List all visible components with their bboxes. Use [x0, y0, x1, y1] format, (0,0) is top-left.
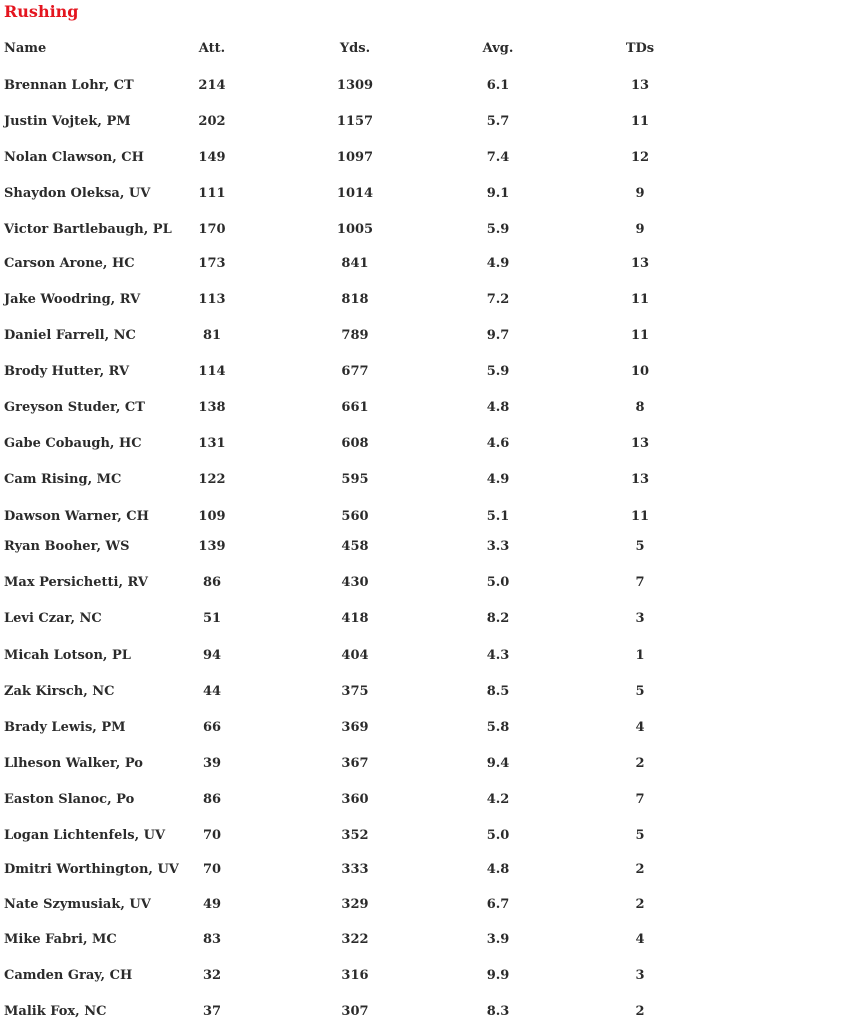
table-row [0, 507, 859, 527]
cell-tds: 8 [635, 400, 645, 415]
cell-tds: 4 [635, 932, 645, 947]
header-name: Name [4, 41, 47, 56]
table-row [0, 362, 859, 382]
cell-att: 138 [198, 400, 226, 415]
cell-tds: 1 [635, 648, 645, 663]
table-row [0, 326, 859, 346]
cell-name: Malik Fox, NC [4, 1004, 107, 1019]
cell-tds: 3 [635, 611, 645, 626]
table-row [0, 112, 859, 132]
cell-avg: 6.1 [486, 78, 510, 93]
cell-tds: 12 [630, 150, 650, 165]
cell-yds: 316 [341, 968, 369, 983]
cell-yds: 1309 [336, 78, 374, 93]
table-row [0, 434, 859, 454]
cell-att: 39 [202, 756, 222, 771]
cell-att: 81 [202, 328, 222, 343]
cell-att: 51 [202, 611, 222, 626]
cell-name: Justin Vojtek, PM [4, 114, 131, 129]
cell-att: 86 [202, 792, 222, 807]
cell-tds: 5 [635, 828, 645, 843]
cell-name: Llheson Walker, Po [4, 756, 143, 771]
cell-name: Carson Arone, HC [4, 256, 135, 271]
cell-name: Brady Lewis, PM [4, 720, 126, 735]
cell-tds: 11 [630, 292, 650, 307]
cell-yds: 1014 [336, 186, 374, 201]
cell-tds: 10 [630, 364, 650, 379]
cell-att: 94 [202, 648, 222, 663]
cell-avg: 5.0 [486, 828, 510, 843]
cell-att: 44 [202, 684, 222, 699]
cell-tds: 13 [630, 78, 650, 93]
cell-avg: 9.4 [486, 756, 510, 771]
cell-att: 114 [198, 364, 226, 379]
table-row [0, 537, 859, 557]
table-row [0, 860, 859, 880]
cell-yds: 329 [341, 897, 369, 912]
cell-name: Gabe Cobaugh, HC [4, 436, 142, 451]
cell-tds: 13 [630, 472, 650, 487]
cell-avg: 5.7 [486, 114, 510, 129]
cell-att: 139 [198, 539, 226, 554]
table-row [0, 254, 859, 274]
cell-avg: 7.2 [486, 292, 510, 307]
table-row [0, 1002, 859, 1022]
cell-name: Zak Kirsch, NC [4, 684, 115, 699]
cell-yds: 789 [341, 328, 369, 343]
table-row [0, 646, 859, 666]
cell-yds: 307 [341, 1004, 369, 1019]
cell-tds: 13 [630, 256, 650, 271]
cell-att: 113 [198, 292, 226, 307]
cell-avg: 4.8 [486, 862, 510, 877]
cell-name: Daniel Farrell, NC [4, 328, 136, 343]
table-row [0, 718, 859, 738]
cell-att: 86 [202, 575, 222, 590]
cell-name: Max Persichetti, RV [4, 575, 148, 590]
cell-avg: 8.5 [486, 684, 510, 699]
cell-avg: 6.7 [486, 897, 510, 912]
table-row [0, 148, 859, 168]
table-row [0, 290, 859, 310]
cell-yds: 430 [341, 575, 369, 590]
cell-yds: 661 [341, 400, 369, 415]
cell-yds: 360 [341, 792, 369, 807]
cell-tds: 9 [635, 222, 645, 237]
cell-avg: 9.9 [486, 968, 510, 983]
cell-avg: 3.3 [486, 539, 510, 554]
cell-tds: 5 [635, 539, 645, 554]
cell-yds: 841 [341, 256, 369, 271]
cell-yds: 1097 [336, 150, 374, 165]
cell-yds: 1157 [336, 114, 374, 129]
cell-tds: 11 [630, 114, 650, 129]
table-header [0, 39, 859, 59]
cell-name: Brennan Lohr, CT [4, 78, 134, 93]
table-row [0, 895, 859, 915]
cell-tds: 2 [635, 862, 645, 877]
cell-name: Cam Rising, MC [4, 472, 122, 487]
cell-avg: 4.8 [486, 400, 510, 415]
cell-att: 122 [198, 472, 226, 487]
cell-avg: 5.0 [486, 575, 510, 590]
cell-avg: 9.1 [486, 186, 510, 201]
cell-att: 37 [202, 1004, 222, 1019]
cell-name: Levi Czar, NC [4, 611, 102, 626]
cell-avg: 4.9 [486, 472, 510, 487]
cell-att: 49 [202, 897, 222, 912]
table-row [0, 220, 859, 240]
cell-avg: 4.2 [486, 792, 510, 807]
table-row [0, 184, 859, 204]
cell-avg: 9.7 [486, 328, 510, 343]
header-tds: TDs [625, 41, 655, 56]
table-row [0, 754, 859, 774]
cell-name: Micah Lotson, PL [4, 648, 131, 663]
cell-avg: 8.3 [486, 1004, 510, 1019]
header-att: Att. [198, 41, 226, 56]
cell-yds: 404 [341, 648, 369, 663]
cell-yds: 418 [341, 611, 369, 626]
cell-name: Nate Szymusiak, UV [4, 897, 151, 912]
cell-att: 202 [198, 114, 226, 129]
cell-tds: 4 [635, 720, 645, 735]
table-row [0, 573, 859, 593]
section-title: Rushing [4, 2, 79, 21]
cell-name: Greyson Studer, CT [4, 400, 145, 415]
cell-name: Nolan Clawson, CH [4, 150, 144, 165]
table-row [0, 682, 859, 702]
cell-yds: 322 [341, 932, 369, 947]
cell-yds: 369 [341, 720, 369, 735]
table-row [0, 826, 859, 846]
cell-avg: 5.9 [486, 222, 510, 237]
cell-tds: 13 [630, 436, 650, 451]
cell-avg: 5.1 [486, 509, 510, 524]
cell-yds: 367 [341, 756, 369, 771]
cell-yds: 352 [341, 828, 369, 843]
cell-avg: 7.4 [486, 150, 510, 165]
cell-att: 173 [198, 256, 226, 271]
cell-name: Victor Bartlebaugh, PL [4, 222, 172, 237]
cell-yds: 458 [341, 539, 369, 554]
cell-att: 109 [198, 509, 226, 524]
cell-att: 66 [202, 720, 222, 735]
cell-avg: 3.9 [486, 932, 510, 947]
cell-att: 111 [198, 186, 226, 201]
cell-avg: 4.9 [486, 256, 510, 271]
table-row [0, 790, 859, 810]
cell-att: 70 [202, 828, 222, 843]
cell-tds: 7 [635, 792, 645, 807]
cell-avg: 5.8 [486, 720, 510, 735]
cell-name: Camden Gray, CH [4, 968, 133, 983]
cell-att: 32 [202, 968, 222, 983]
cell-tds: 9 [635, 186, 645, 201]
table-row [0, 76, 859, 96]
cell-name: Ryan Booher, WS [4, 539, 130, 554]
cell-yds: 595 [341, 472, 369, 487]
cell-avg: 4.3 [486, 648, 510, 663]
cell-tds: 2 [635, 756, 645, 771]
cell-tds: 5 [635, 684, 645, 699]
cell-tds: 2 [635, 897, 645, 912]
table-row [0, 966, 859, 986]
cell-tds: 7 [635, 575, 645, 590]
cell-tds: 2 [635, 1004, 645, 1019]
header-avg: Avg. [482, 41, 514, 56]
cell-att: 131 [198, 436, 226, 451]
cell-name: Logan Lichtenfels, UV [4, 828, 166, 843]
cell-name: Jake Woodring, RV [4, 292, 141, 307]
cell-name: Easton Slanoc, Po [4, 792, 135, 807]
cell-att: 83 [202, 932, 222, 947]
header-yds: Yds. [339, 41, 371, 56]
cell-yds: 560 [341, 509, 369, 524]
table-row [0, 609, 859, 629]
table-row [0, 470, 859, 490]
cell-yds: 677 [341, 364, 369, 379]
cell-name: Dawson Warner, CH [4, 509, 149, 524]
cell-avg: 8.2 [486, 611, 510, 626]
cell-yds: 818 [341, 292, 369, 307]
cell-tds: 3 [635, 968, 645, 983]
cell-yds: 1005 [336, 222, 374, 237]
cell-name: Shaydon Oleksa, UV [4, 186, 151, 201]
cell-avg: 4.6 [486, 436, 510, 451]
table-row [0, 930, 859, 950]
table-row [0, 398, 859, 418]
cell-att: 170 [198, 222, 226, 237]
cell-yds: 333 [341, 862, 369, 877]
cell-att: 214 [198, 78, 226, 93]
cell-yds: 608 [341, 436, 369, 451]
cell-avg: 5.9 [486, 364, 510, 379]
cell-tds: 11 [630, 328, 650, 343]
cell-att: 149 [198, 150, 226, 165]
cell-name: Dmitri Worthington, UV [4, 862, 179, 877]
cell-yds: 375 [341, 684, 369, 699]
cell-name: Brody Hutter, RV [4, 364, 130, 379]
cell-tds: 11 [630, 509, 650, 524]
cell-name: Mike Fabri, MC [4, 932, 117, 947]
cell-att: 70 [202, 862, 222, 877]
